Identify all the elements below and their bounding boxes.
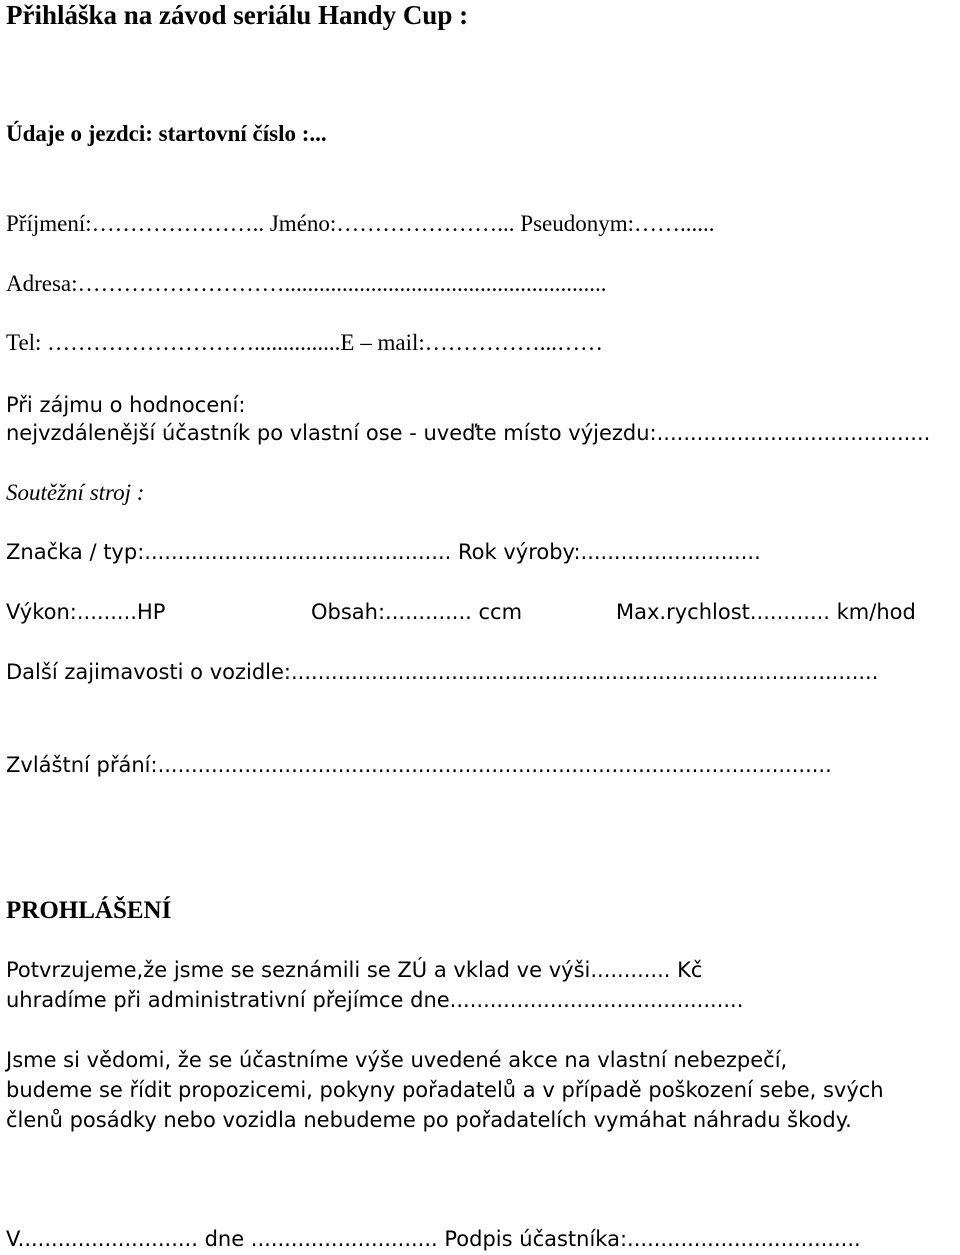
volume-field: Obsah:............. ccm [311, 600, 523, 624]
rating-line-2: nejvzdálenější účastník po vlastní ose - uveďte místo výjezdu:......................................... [6, 421, 931, 445]
rider-heading: Údaje o jezdci: startovní číslo :... [6, 121, 327, 146]
name-line: Příjmení:………………….. Jméno:…………………... Pseudonym:……...... [6, 211, 715, 236]
speed-field: Max.rychlost............ km/hod [616, 600, 916, 624]
risk-line-1: Jsme si vědomi, že se účastníme výše uvedené akce na vlastní nebezpečí, [6, 1048, 788, 1072]
risk-line-2: budeme se řídit propozicemi, pokyny pořadatelů a v případě poškození sebe, svých [6, 1078, 884, 1102]
machine-heading: Soutěžní stroj : [6, 480, 145, 505]
declaration-heading: PROHLÁŠENÍ [6, 897, 172, 924]
power-field: Výkon:.........HP [6, 600, 166, 624]
signature-line: V........................... dne ............................ Podpis účastníka:................................... [6, 1227, 861, 1251]
extras-line: Další zajimavosti o vozidle:........................................................................................ [6, 660, 879, 684]
deposit-line-2: uhradíme při administrativní přejímce dne............................................ [6, 988, 744, 1012]
contact-line: Tel: ………………………...............E – mail:……………...…… [6, 330, 604, 355]
brand-line: Značka / typ:.............................................. Rok výroby:........................... [6, 540, 761, 564]
wishes-line: Zvláštní přání:..................................................................................................... [6, 753, 832, 777]
risk-line-3: členů posádky nebo vozidla nebudeme po pořadatelích vymáhat náhradu škody. [6, 1108, 852, 1132]
form-title: Přihláška na závod seriálu Handy Cup : [6, 0, 469, 30]
address-line: Adresa:………………………........................................................ [6, 271, 607, 296]
rating-line-1: Při zájmu o hodnocení: [6, 393, 246, 417]
deposit-line-1: Potvrzujeme,že jsme se seznámili se ZÚ a vklad ve výši............ Kč [6, 958, 703, 982]
